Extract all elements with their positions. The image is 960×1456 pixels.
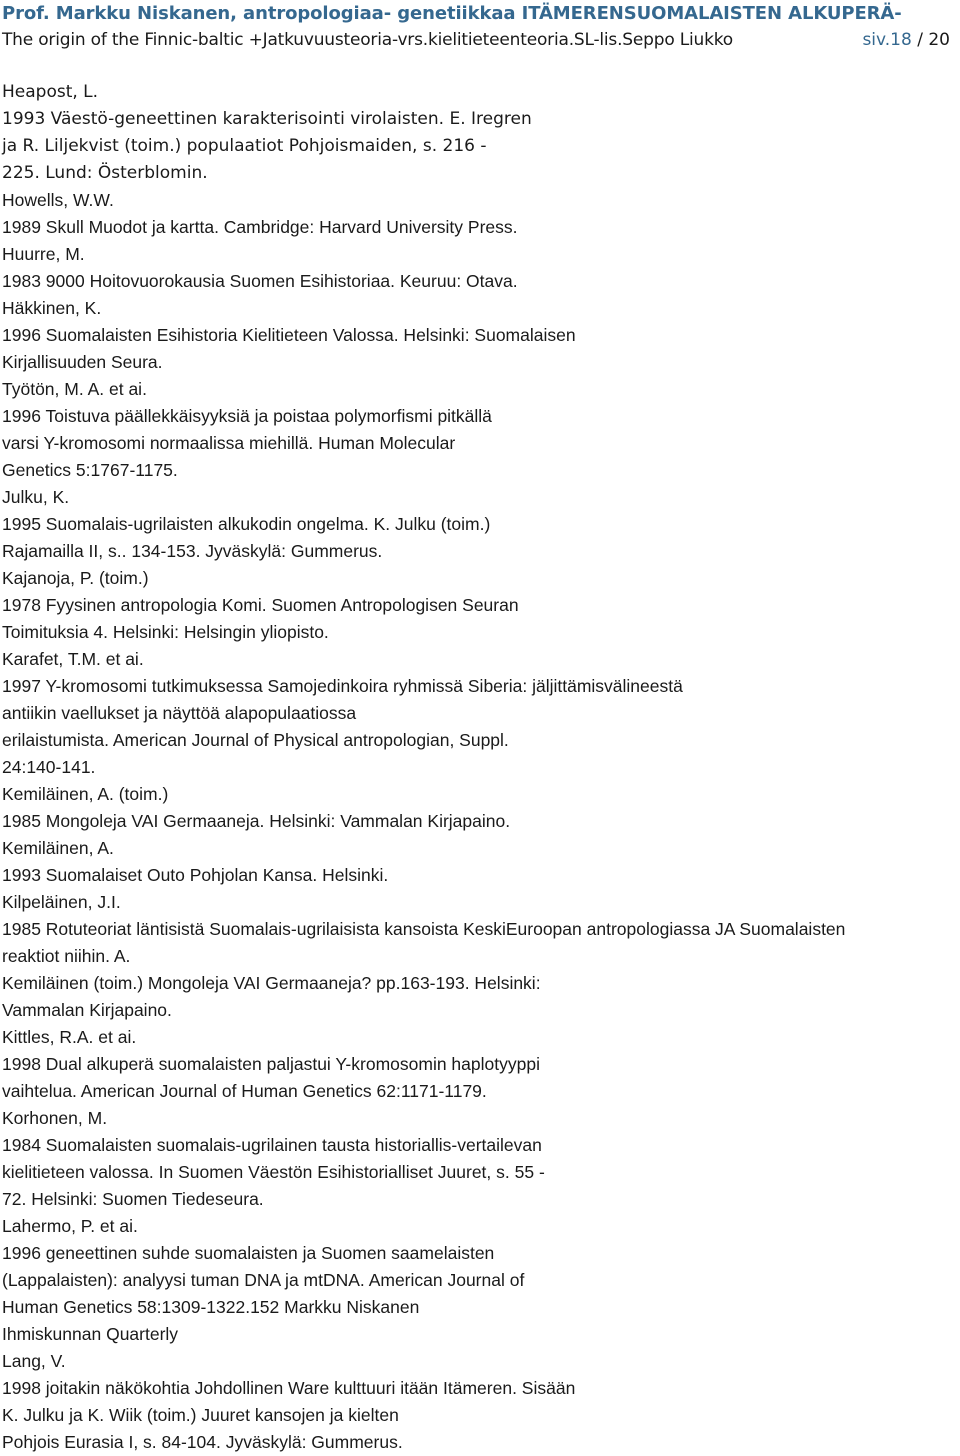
header-title: Prof. Markku Niskanen, antropologiaa- genetiikkaa ITÄMERENSUOMALAISTEN ALKUPERÄ- bbox=[2, 3, 902, 24]
reference-line: Kajanoja, P. (toim.) bbox=[2, 568, 149, 588]
header-subtitle-row bbox=[2, 27, 958, 54]
header-subtitle: The origin of the Finnic-baltic +Jatkuvuusteoria-vrs.kielitieteenteoria.SL-lis.Seppo Liukko bbox=[2, 30, 733, 50]
reference-line: 1983 9000 Hoitovuorokausia Suomen Esihistoriaa. Keuruu: Otava. bbox=[2, 271, 518, 291]
reference-line: 1995 Suomalais-ugrilaisten alkukodin ongelma. K. Julku (toim.) bbox=[2, 514, 491, 534]
reference-line: Kemiläinen, A. (toim.) bbox=[2, 784, 169, 804]
reference-line: 1996 Suomalaisten Esihistoria Kielitieteen Valossa. Helsinki: Suomalaisen bbox=[2, 325, 576, 345]
reference-line: vaihtelua. American Journal of Human Genetics 62:1171-1179. bbox=[2, 1081, 487, 1101]
reference-line: Howells, W.W. bbox=[2, 190, 114, 210]
reference-line: varsi Y-kromosomi normaalissa miehillä. Human Molecular bbox=[2, 433, 456, 453]
reference-line: Karafet, T.M. et ai. bbox=[2, 649, 144, 669]
reference-line: 1978 Fyysinen antropologia Komi. Suomen Antropologisen Seuran bbox=[2, 595, 519, 615]
page-current: 18 bbox=[890, 30, 912, 50]
reference-line: 1998 Dual alkuperä suomalaisten paljastui Y-kromosomin haplotyyppi bbox=[2, 1054, 540, 1074]
reference-line: antiikin vaellukset ja näyttöä alapopulaatiossa bbox=[2, 703, 357, 723]
page-header bbox=[2, 0, 958, 54]
reference-line: 24:140-141. bbox=[2, 757, 96, 777]
reference-line: Kemiläinen, A. bbox=[2, 838, 114, 858]
reference-line: Kemiläinen (toim.) Mongoleja VAI Germaaneja? pp.163-193. Helsinki: bbox=[2, 973, 541, 993]
reference-line: Toimituksia 4. Helsinki: Helsingin yliopisto. bbox=[2, 622, 329, 642]
reference-line: Human Genetics 58:1309-1322.152 Markku Niskanen bbox=[2, 1297, 420, 1317]
page-total: 20 bbox=[928, 30, 950, 50]
reference-line: Kilpeläinen, J.I. bbox=[2, 892, 121, 912]
reference-line: 1984 Suomalaisten suomalais-ugrilainen tausta historiallis-vertailevan bbox=[2, 1135, 542, 1155]
reference-line: 1989 Skull Muodot ja kartta. Cambridge: Harvard University Press. bbox=[2, 217, 518, 237]
reference-line: Häkkinen, K. bbox=[2, 298, 102, 318]
reference-line: Ihmiskunnan Quarterly bbox=[2, 1324, 179, 1344]
reference-line: (Lappalaisten): analyysi tuman DNA ja mtDNA. American Journal of bbox=[2, 1270, 525, 1290]
reference-line: Kirjallisuuden Seura. bbox=[2, 352, 163, 372]
page-separator: / bbox=[911, 30, 929, 50]
reference-line: 1996 geneettinen suhde suomalaisten ja Suomen saamelaisten bbox=[2, 1243, 495, 1263]
reference-line: Julku, K. bbox=[2, 487, 70, 507]
reference-line: Kittles, R.A. et ai. bbox=[2, 1027, 137, 1047]
reference-line: Huurre, M. bbox=[2, 244, 85, 264]
reference-line: 1998 joitakin näkökohtia Johdollinen Ware kulttuuri itään Itämeren. Sisään bbox=[2, 1378, 576, 1398]
reference-line: ja R. Liljekvist (toim.) populaatiot Pohjoismaiden, s. 216 - bbox=[2, 136, 487, 156]
reference-line: Heapost, L. bbox=[2, 82, 99, 102]
reference-line: 1997 Y-kromosomi tutkimuksessa Samojedinkoira ryhmissä Siberia: jäljittämisvälineestä bbox=[2, 676, 683, 696]
reference-line: 1993 Väestö-geneettinen karakterisointi virolaisten. E. Iregren bbox=[2, 109, 532, 129]
reference-line: Lang, V. bbox=[2, 1351, 66, 1371]
reference-line: 1996 Toistuva päällekkäisyyksiä ja poistaa polymorfismi pitkällä bbox=[2, 406, 492, 426]
reference-line: Genetics 5:1767-1175. bbox=[2, 460, 178, 480]
reference-line: reaktiot niihin. A. bbox=[2, 946, 131, 966]
reference-line: Työtön, M. A. et ai. bbox=[2, 379, 147, 399]
reference-line: Korhonen, M. bbox=[2, 1108, 108, 1128]
reference-line: 1985 Mongoleja VAI Germaaneja. Helsinki: Vammalan Kirjapaino. bbox=[2, 811, 511, 831]
reference-line: 1993 Suomalaiset Outo Pohjolan Kansa. Helsinki. bbox=[2, 865, 389, 885]
reference-line: Lahermo, P. et ai. bbox=[2, 1216, 138, 1236]
reference-line: kielitieteen valossa. In Suomen Väestön Esihistorialliset Juuret, s. 55 - bbox=[2, 1162, 545, 1182]
reference-line: 225. Lund: Österblomin. bbox=[2, 163, 208, 183]
reference-line: erilaistumista. American Journal of Physical antropologian, Suppl. bbox=[2, 730, 509, 750]
page-label: siv. bbox=[862, 30, 891, 50]
reference-line: Vammalan Kirjapaino. bbox=[2, 1000, 172, 1020]
reference-line: Pohjois Eurasia I, s. 84-104. Jyväskylä: Gummerus. bbox=[2, 1432, 403, 1452]
reference-line: 1985 Rotuteoriat läntisistä Suomalais-ugrilaisista kansoista KeskiEuroopan antropologiassa JA Suomalaisten bbox=[2, 919, 846, 939]
reference-line: 72. Helsinki: Suomen Tiedeseura. bbox=[2, 1189, 264, 1209]
reference-line: Rajamailla II, s.. 134-153. Jyväskylä: Gummerus. bbox=[2, 541, 383, 561]
reference-list bbox=[2, 79, 960, 1456]
reference-line: K. Julku ja K. Wiik (toim.) Juuret kansojen ja kielten bbox=[2, 1405, 399, 1425]
page-number bbox=[862, 27, 950, 54]
